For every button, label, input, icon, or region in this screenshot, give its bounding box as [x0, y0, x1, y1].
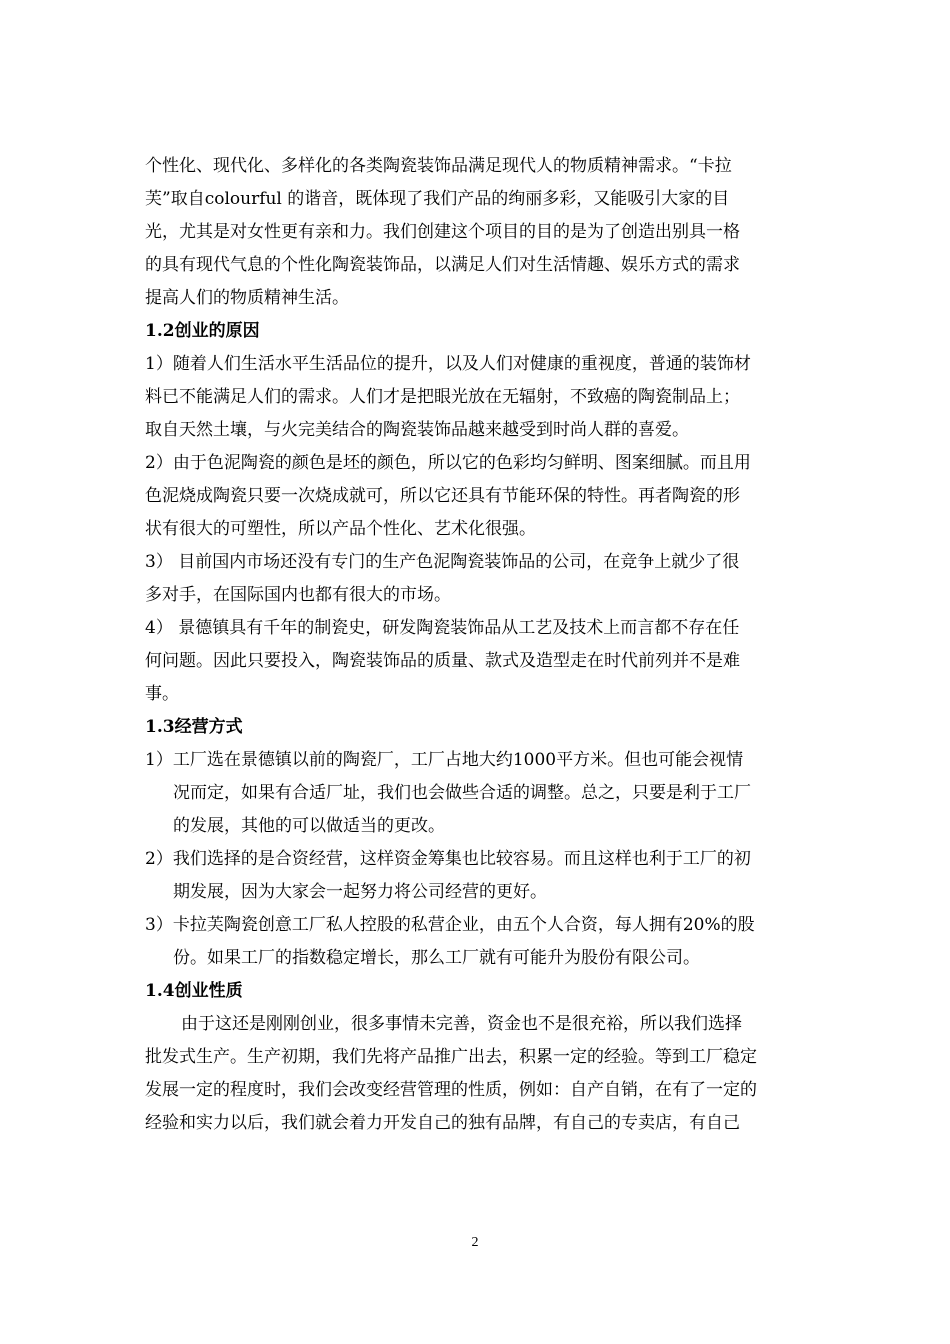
paragraph-line: 芙”取自colourful 的谐音，既体现了我们产品的绚丽多彩，又能吸引大家的目 [145, 189, 730, 209]
paragraph-line: 4） 景德镇具有千年的制瓷史，研发陶瓷装饰品从工艺及技术上而言都不存在任 [145, 618, 740, 638]
paragraph-line: 的具有现代气息的个性化陶瓷装饰品，以满足人们对生活情趣、娱乐方式的需求 [145, 255, 740, 275]
paragraph-line: 事。 [145, 684, 179, 704]
list-item-line: 2）我们选择的是合资经营，这样资金筹集也比较容易。而且这样也利于工厂的初 [145, 849, 751, 869]
list-item-line: 3）卡拉芙陶瓷创意工厂私人控股的私营企业，由五个人合资，每人拥有20%的股 [145, 915, 755, 935]
list-item-line: 况而定，如果有合适厂址，我们也会做些合适的调整。总之，只要是利于工厂 [173, 783, 751, 803]
list-item-line: 期发展，因为大家会一起努力将公司经营的更好。 [173, 882, 547, 902]
paragraph-line: 状有很大的可塑性，所以产品个性化、艺术化很强。 [145, 519, 536, 539]
section-heading-1-2: 1.2创业的原因 [145, 321, 260, 341]
paragraph-line: 2）由于色泥陶瓷的颜色是坯的颜色，所以它的色彩均匀鲜明、图案细腻。而且用 [145, 453, 751, 473]
list-item-line: 1）工厂选在景德镇以前的陶瓷厂，工厂占地大约1000平方米。但也可能会视情 [145, 750, 744, 770]
paragraph-line: 色泥烧成陶瓷只要一次烧成就可，所以它还具有节能环保的特性。再者陶瓷的形 [145, 486, 740, 506]
section-1-4-body [145, 1008, 805, 1140]
paragraph-line: 批发式生产。生产初期，我们先将产品推广出去，积累一定的经验。等到工厂稳定 [145, 1047, 757, 1067]
section-1-3-body [145, 744, 805, 975]
paragraph-line: 多对手，在国际国内也都有很大的市场。 [145, 585, 451, 605]
document-body [145, 150, 805, 1140]
paragraph-line: 料已不能满足人们的需求。人们才是把眼光放在无辐射，不致癌的陶瓷制品上； [145, 387, 740, 407]
paragraph-line: 经验和实力以后，我们就会着力开发自己的独有品牌，有自己的专卖店，有自己 [145, 1113, 740, 1133]
section-heading-1-3: 1.3经营方式 [145, 717, 243, 737]
section-1-2-body [145, 348, 805, 711]
paragraph-line: 个性化、现代化、多样化的各类陶瓷装饰品满足现代人的物质精神需求。“卡拉 [145, 156, 732, 176]
paragraph-line: 提高人们的物质精神生活。 [145, 288, 349, 308]
list-item-line: 的发展，其他的可以做适当的更改。 [173, 816, 445, 836]
paragraph-line: 由于这还是刚刚创业，很多事情未完善，资金也不是很充裕，所以我们选择 [181, 1014, 742, 1034]
paragraph-line: 3） 目前国内市场还没有专门的生产色泥陶瓷装饰品的公司，在竞争上就少了很 [145, 552, 740, 572]
paragraph-line: 发展一定的程度时，我们会改变经营管理的性质，例如：自产自销，在有了一定的 [145, 1080, 757, 1100]
paragraph-line: 1）随着人们生活水平生活品位的提升，以及人们对健康的重视度，普通的装饰材 [145, 354, 751, 374]
section-heading-1-4: 1.4创业性质 [145, 981, 243, 1001]
intro-paragraph [145, 150, 805, 315]
paragraph-line: 何问题。因此只要投入，陶瓷装饰品的质量、款式及造型走在时代前列并不是难 [145, 651, 740, 671]
paragraph-line: 取自天然土壤，与火完美结合的陶瓷装饰品越来越受到时尚人群的喜爱。 [145, 420, 689, 440]
list-item-line: 份。如果工厂的指数稳定增长，那么工厂就有可能升为股份有限公司。 [173, 948, 700, 968]
paragraph-line: 光，尤其是对女性更有亲和力。我们创建这个项目的目的是为了创造出别具一格 [145, 222, 740, 242]
page-number: 2 [471, 1235, 479, 1250]
